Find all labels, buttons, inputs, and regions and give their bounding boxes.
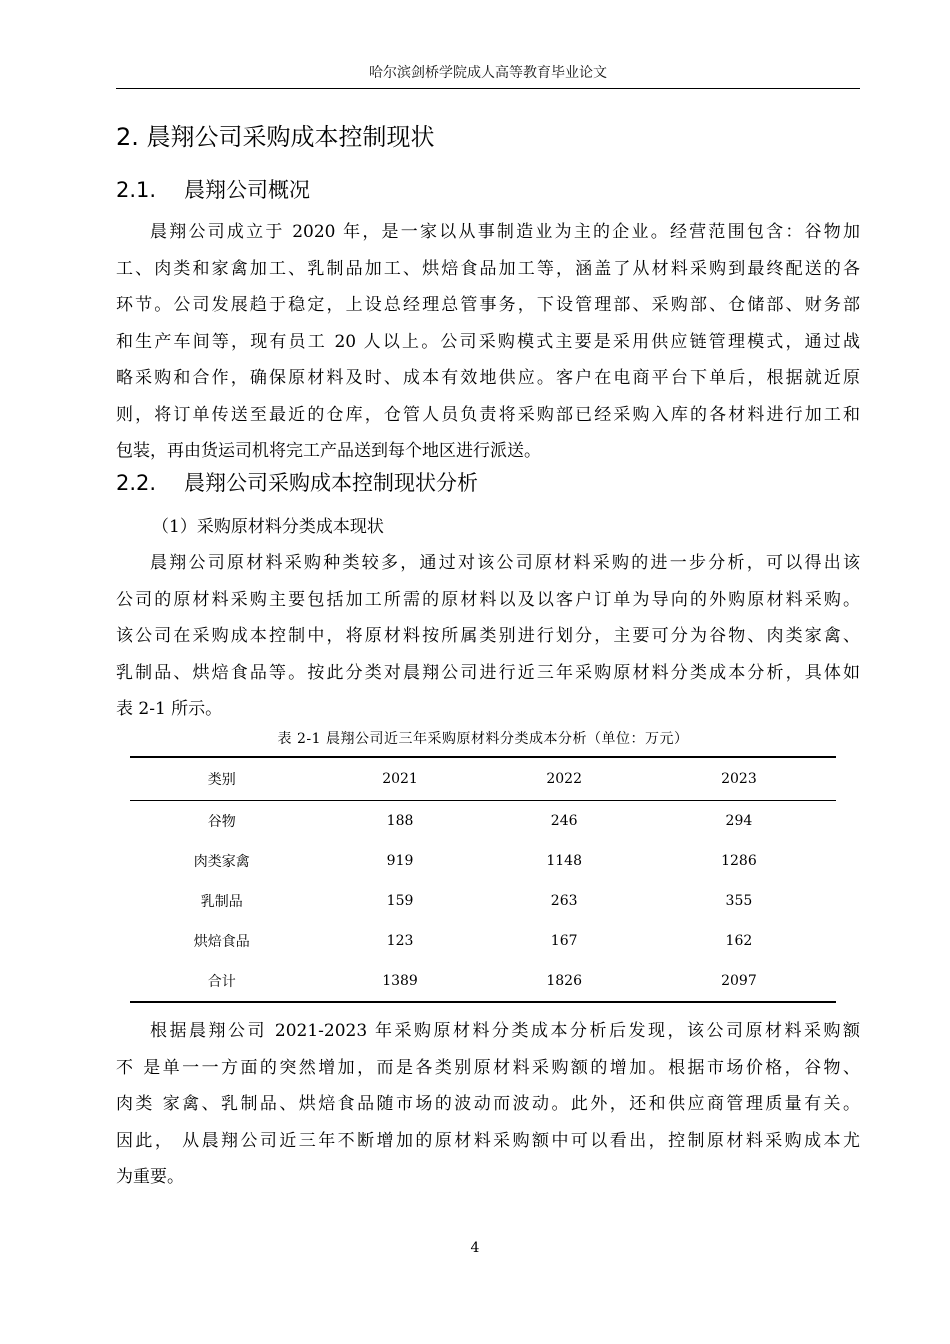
paragraph-line: 和生产车间等，现有员工 20 人以上。公司采购模式主要是采用供应链管理模式，通过战 <box>116 331 860 352</box>
paragraph-line: 肉类 家禽、乳制品、烘焙食品随市场的波动而波动。此外，还和供应商管理质量有关。 <box>116 1094 860 1114</box>
column-header: 2023 <box>642 757 836 801</box>
paragraph-line: 乳制品、烘焙食品等。按此分类对晨翔公司进行近三年采购原材料分类成本分析，具体如 <box>116 662 860 683</box>
table-row <box>130 921 836 961</box>
table-cell: 1148 <box>546 853 582 869</box>
table-header-row <box>130 757 836 801</box>
header-divider <box>116 88 860 89</box>
table-caption: 表 2-1 晨翔公司近三年采购原材料分类成本分析（单位：万元） <box>277 731 689 747</box>
paragraph-line: 环节。公司发展趋于稳定，上设总经理总管事务，下设管理部、采购部、仓储部、财务部 <box>116 295 860 315</box>
table-cell: 1286 <box>721 853 757 869</box>
paragraph-line: 略采购和合作，确保原材料及时、成本有效地供应。客户在电商平台下单后，根据就近原 <box>116 368 860 388</box>
table-cell: 合计 <box>130 961 314 1002</box>
table-cell: 355 <box>725 893 753 909</box>
paragraph-line: 根据晨翔公司 2021-2023 年采购原材料分类成本分析后发现，该公司原材料采购额 <box>150 1021 860 1041</box>
subsection-heading-2-1 <box>116 174 310 204</box>
table-row <box>130 841 836 881</box>
table-cell: 烘焙食品 <box>193 934 250 950</box>
table-cell: 1826 <box>487 961 642 1002</box>
table-row <box>130 801 836 842</box>
procurement-analysis-paragraph <box>116 545 860 728</box>
section-heading: 2. 晨翔公司采购成本控制现状 <box>116 123 435 151</box>
table-cell: 2097 <box>642 961 836 1002</box>
paragraph-line: 晨翔公司原材料采购种类较多，通过对该公司原材料采购的进一步分析，可以得出该 <box>150 553 860 573</box>
column-header: 2021 <box>314 757 487 801</box>
paragraph-line: 则，将订单传送至最近的仓库，仓管人员负责将采购部已经采购入库的各材料进行加工和 <box>116 404 860 425</box>
table-row-total <box>130 961 836 1002</box>
table-cell: 肉类家禽 <box>193 854 250 870</box>
table-cell: 167 <box>550 933 578 949</box>
subheading-raw-material-cost: （1）采购原材料分类成本现状 <box>152 517 384 537</box>
subsection-number: 2.2. <box>116 471 157 495</box>
table-cell: 谷物 <box>207 814 236 830</box>
paragraph-line: 该公司在采购成本控制中，将原材料按所属类别进行划分，主要可分为谷物、肉类家禽、 <box>116 626 860 646</box>
paragraph-line: 包装，再由货运司机将完工产品送到每个地区进行派送。 <box>116 441 541 461</box>
column-header: 2022 <box>487 757 642 801</box>
table-row <box>130 881 836 921</box>
paragraph-line: 不 是单一一方面的突然增加，而是各类别原材料采购额的增加。根据市场价格，谷物、 <box>116 1057 860 1078</box>
cost-analysis-table <box>130 756 836 1003</box>
subsection-number: 2.1. <box>116 178 157 202</box>
paragraph-line: 为重要。 <box>116 1167 184 1187</box>
table-cell: 263 <box>550 893 578 909</box>
paragraph-line: 表 2-1 所示。 <box>116 699 223 719</box>
company-overview-paragraph <box>116 214 860 470</box>
subsection-title: 晨翔公司概况 <box>184 178 310 202</box>
table-cell: 294 <box>725 813 753 829</box>
table-cell: 246 <box>550 813 578 829</box>
table-cell: 162 <box>725 933 753 949</box>
paragraph-line: 晨翔公司成立于 2020 年，是一家以从事制造业为主的企业。经营范围包含：谷物加 <box>150 222 860 242</box>
running-header: 哈尔滨剑桥学院成人高等教育毕业论文 <box>369 65 607 81</box>
table-cell: 1389 <box>314 961 487 1002</box>
table-cell: 919 <box>386 853 414 869</box>
column-header: 类别 <box>130 757 314 801</box>
paragraph-line: 公司的原材料采购主要包括加工所需的原材料以及以客户订单为导向的外购原材料采购。 <box>116 589 860 610</box>
table-cell: 159 <box>386 893 414 909</box>
page-number: 4 <box>470 1240 480 1256</box>
paragraph-line: 因此， 从晨翔公司近三年不断增加的原材料采购额中可以看出，控制原材料采购成本尤 <box>116 1130 860 1151</box>
table-cell: 乳制品 <box>200 894 243 910</box>
subsection-title: 晨翔公司采购成本控制现状分析 <box>184 471 478 495</box>
paragraph-line: 工、肉类和家禽加工、乳制品加工、烘焙食品加工等，涵盖了从材料采购到最终配送的各 <box>116 258 860 279</box>
table-cell: 188 <box>386 813 414 829</box>
subsection-heading-2-2 <box>116 467 478 497</box>
conclusion-paragraph <box>116 1013 860 1196</box>
table-cell: 123 <box>386 933 414 949</box>
